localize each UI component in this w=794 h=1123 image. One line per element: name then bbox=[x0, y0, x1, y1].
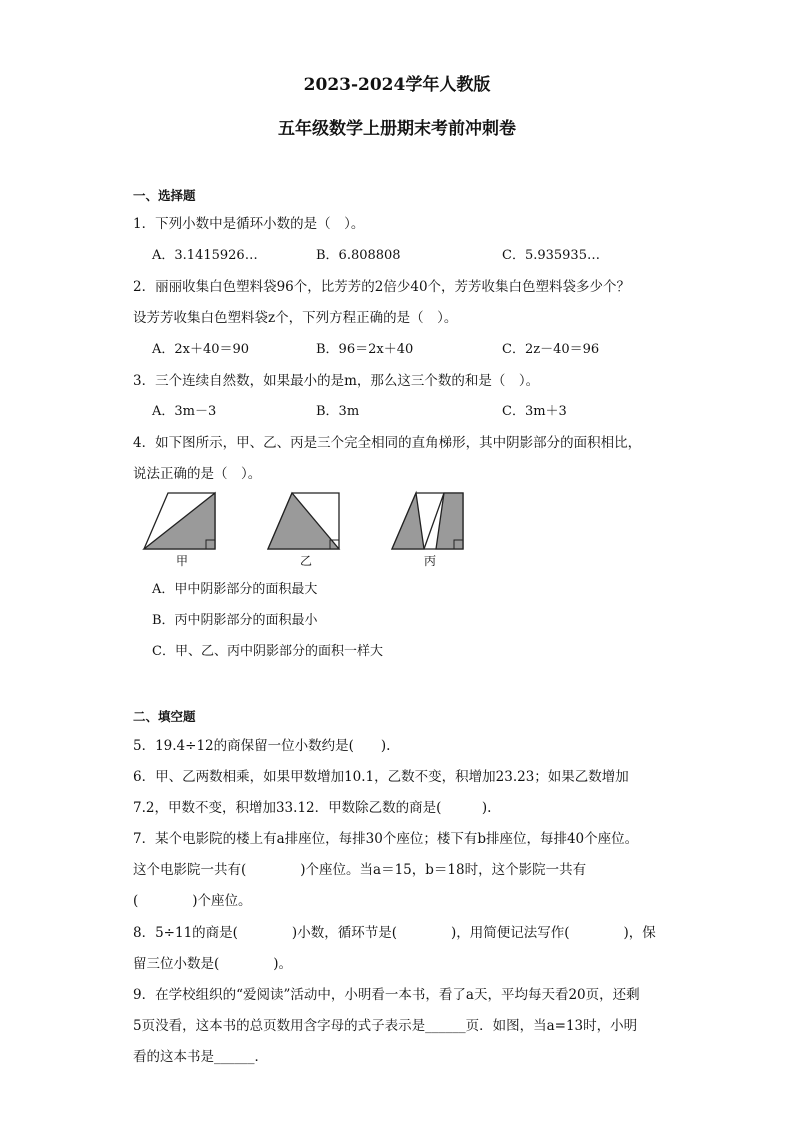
q9-line-1: 9．在学校组织的“爱阅读”活动中，小明看一本书，看了a天，平均每天看20页，还剩 bbox=[133, 987, 640, 1003]
trapezoid-figure-bing bbox=[388, 490, 468, 552]
q2-option-b: B．96＝2x＋40 bbox=[316, 342, 414, 357]
figure-label-bing: 丙 bbox=[424, 554, 437, 568]
q3-option-a: A．3m－3 bbox=[152, 404, 217, 419]
q4-option-b: B．丙中阴影部分的面积最小 bbox=[152, 613, 318, 628]
q4-option-c: C．甲、乙、丙中阴影部分的面积一样大 bbox=[152, 644, 383, 659]
q3-option-c: C．3m＋3 bbox=[502, 404, 567, 419]
figure-label-yi: 乙 bbox=[300, 554, 313, 568]
q8-line-2: 留三位小数是( )。 bbox=[133, 956, 293, 972]
q9-line-3: 看的这本书是______． bbox=[133, 1049, 268, 1065]
q2-stem-line-1: 2．丽丽收集白色塑料袋96个，比芳芳的2倍少40个，芳芳收集白色塑料袋多少个？ bbox=[133, 279, 631, 295]
q6-line-1: 6．甲、乙两数相乘，如果甲数增加10.1，乙数不变，积增加23.23；如果乙数增加 bbox=[133, 769, 629, 785]
q1-option-c: C．5.935935… bbox=[502, 248, 600, 263]
q7-line-1: 7．某个电影院的楼上有a排座位，每排30个座位；楼下有b排座位，每排40个座位。 bbox=[133, 831, 639, 847]
figure-label-jia: 甲 bbox=[176, 554, 189, 568]
q3-stem: 3．三个连续自然数，如果最小的是m，那么这三个数的和是（ ）。 bbox=[133, 373, 540, 389]
title-line-2: 五年级数学上册期末考前冲刺卷 bbox=[278, 119, 516, 139]
trapezoid-figure-yi bbox=[264, 490, 344, 552]
q9-line-2: 5页没看，这本书的总页数用含字母的式子表示是______页．如图，当a=13时，小明 bbox=[133, 1018, 638, 1034]
q1-option-a: A．3.1415926… bbox=[152, 248, 258, 263]
q7-line-3: ( )个座位。 bbox=[133, 893, 252, 909]
q3-option-b: B．3m bbox=[316, 404, 360, 419]
q4-option-a: A．甲中阴影部分的面积最大 bbox=[152, 582, 318, 597]
section-heading-choice: 一、选择题 bbox=[133, 188, 196, 203]
q6-line-2: 7.2，甲数不变，积增加33.12．甲数除乙数的商是( ). bbox=[133, 800, 492, 816]
trapezoid-figure-jia bbox=[140, 490, 220, 552]
q2-option-a: A．2x＋40＝90 bbox=[152, 342, 250, 357]
q1-stem: 1．下列小数中是循环小数的是（ ）。 bbox=[133, 216, 365, 232]
q7-line-2: 这个电影院一共有( )个座位。当a＝15，b＝18时，这个影院一共有 bbox=[133, 862, 587, 878]
q2-stem-line-2: 设芳芳收集白色塑料袋z个，下列方程正确的是（ ）。 bbox=[133, 310, 458, 326]
q8-line-1: 8．5÷11的商是( )小数，循环节是( )，用简便记法写作( )，保 bbox=[133, 925, 656, 941]
q5-stem: 5．19.4÷12的商保留一位小数约是( ). bbox=[133, 738, 391, 754]
q1-option-b: B．6.808808 bbox=[316, 248, 401, 263]
title-line-1: 2023-2024学年人教版 bbox=[303, 75, 491, 95]
q4-stem-line-1: 4．如下图所示，甲、乙、丙是三个完全相同的直角梯形，其中阴影部分的面积相比， bbox=[133, 435, 642, 451]
section-heading-fill: 二、填空题 bbox=[133, 709, 196, 724]
q4-stem-line-2: 说法正确的是（ ）。 bbox=[133, 466, 262, 482]
q2-option-c: C．2z－40＝96 bbox=[502, 342, 600, 357]
